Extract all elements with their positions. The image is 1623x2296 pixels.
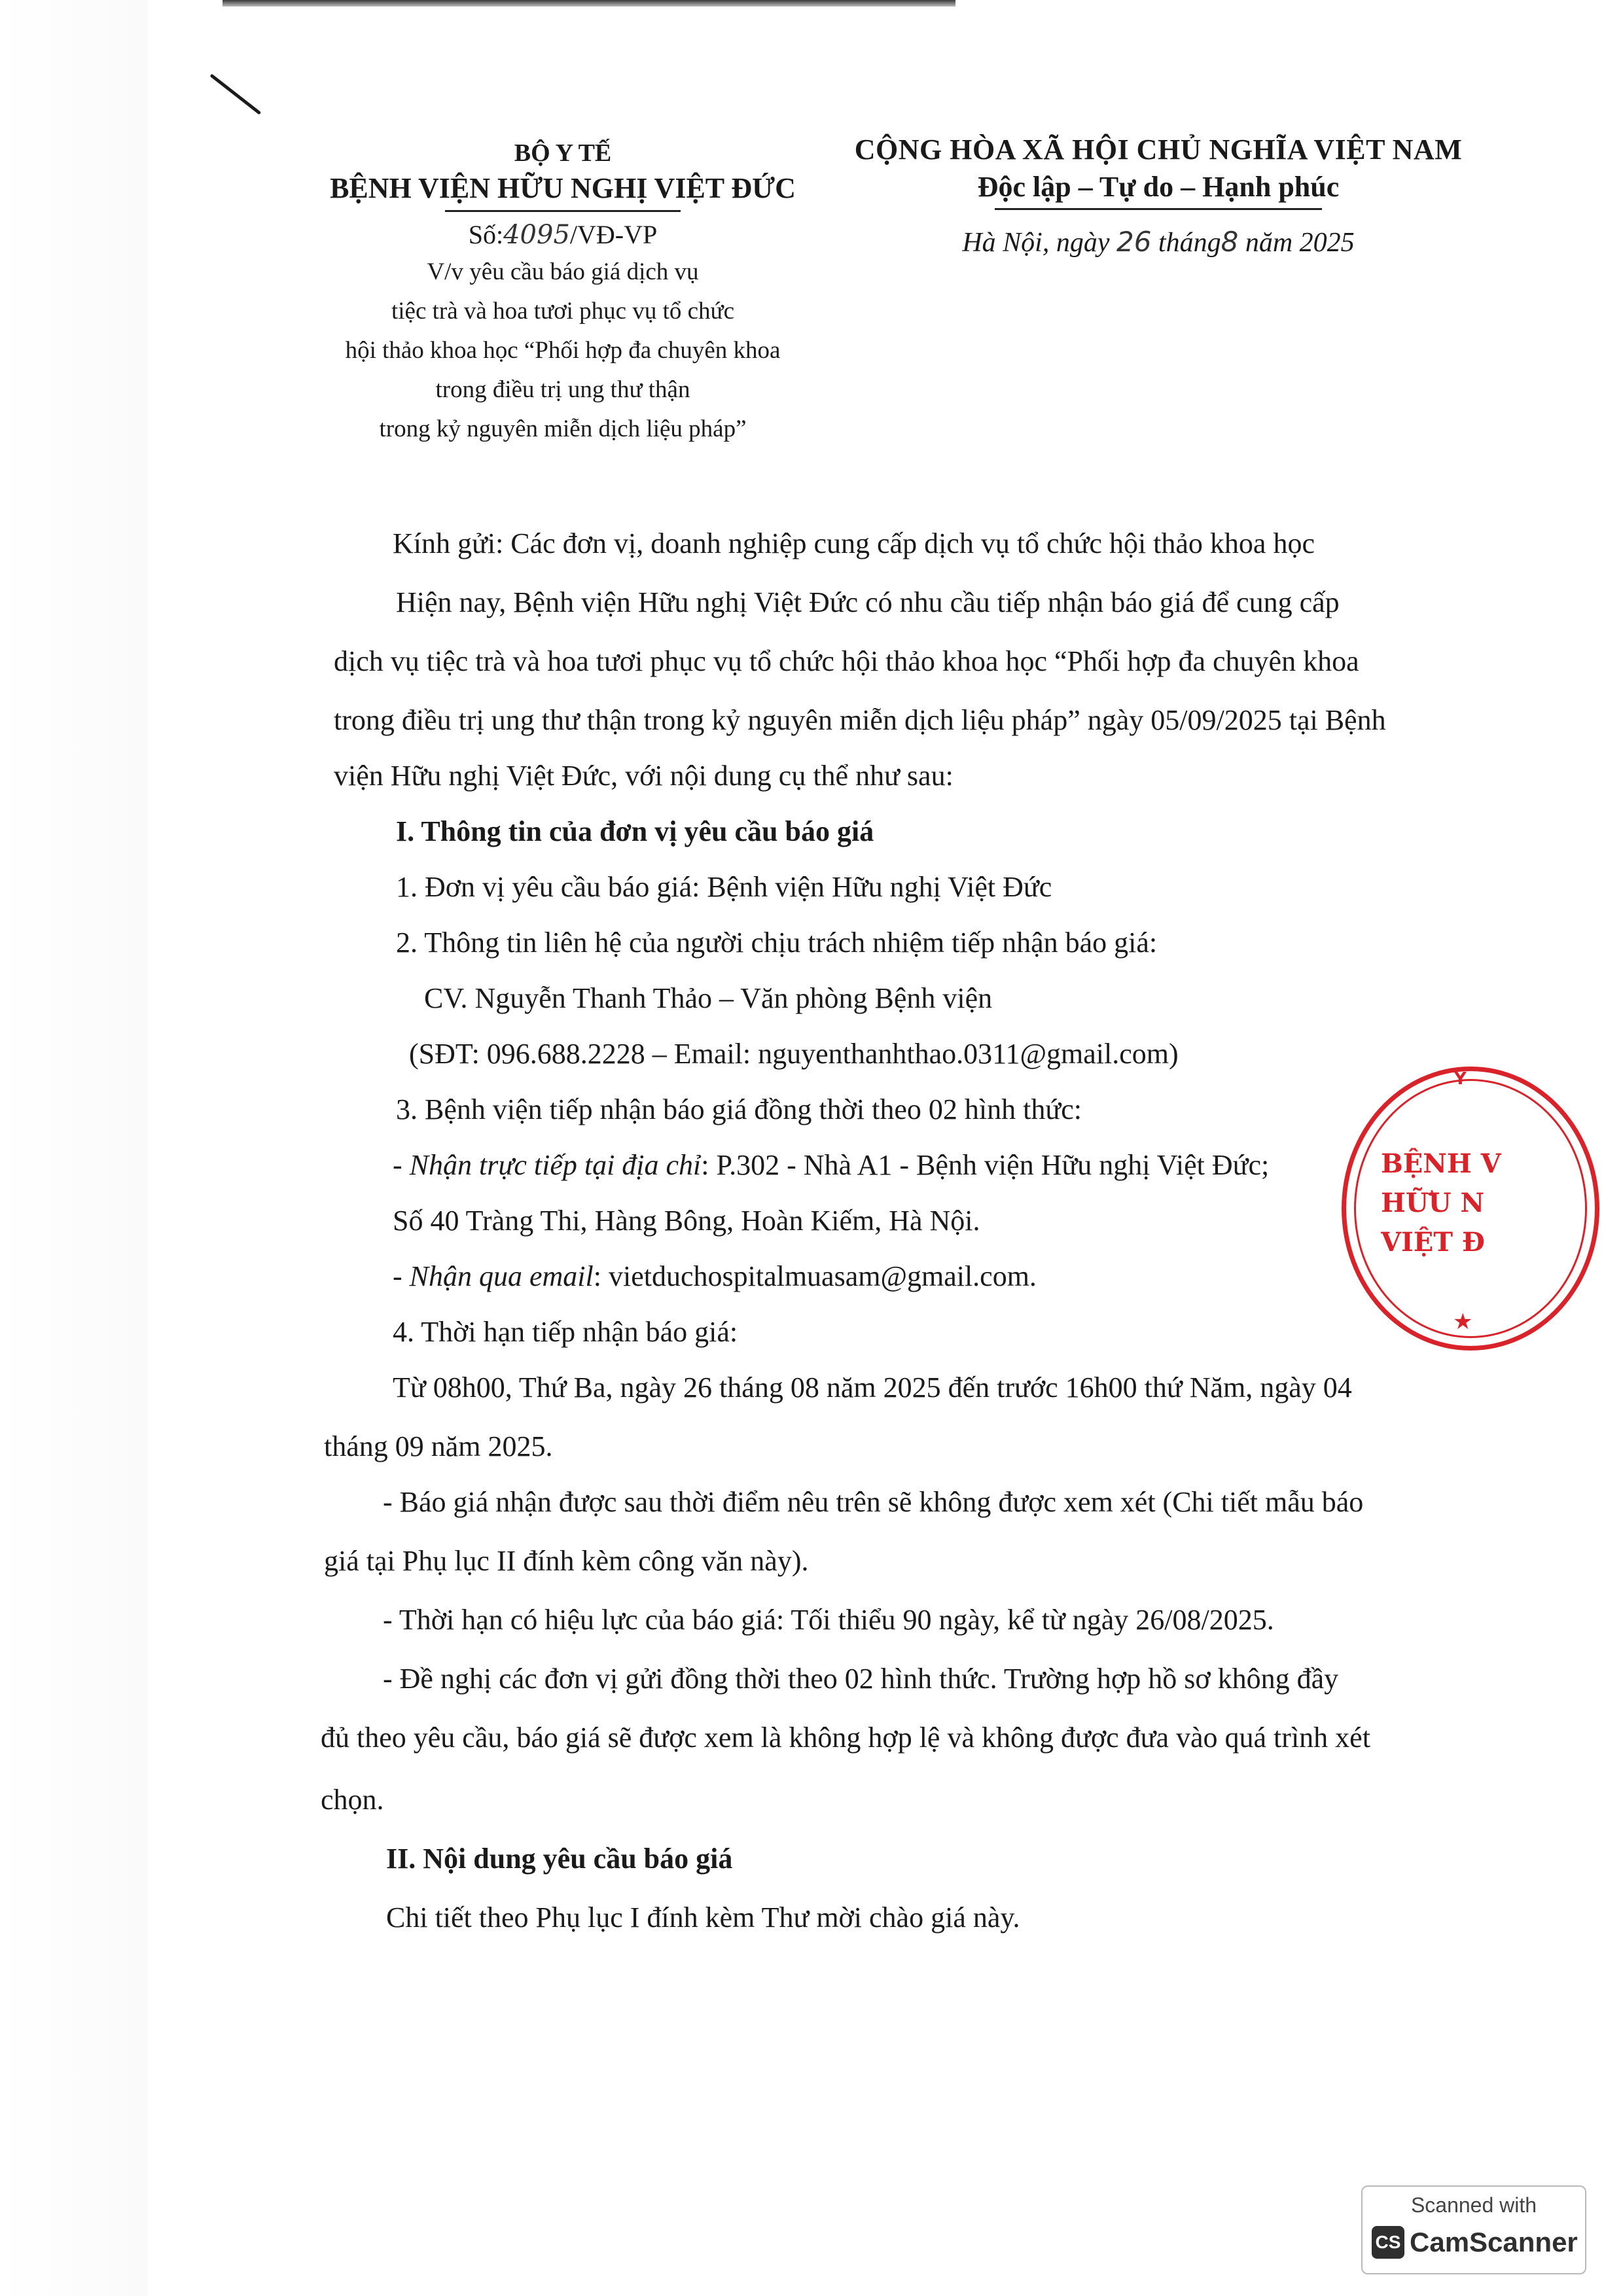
date-month-label: tháng (1158, 228, 1221, 258)
header-right (831, 131, 1486, 258)
dateline (831, 226, 1486, 258)
stamp-line-1: BỆNH V (1381, 1148, 1501, 1179)
direct-receipt-value: : P.302 - Nhà A1 - Bệnh viện Hữu nghị Việt Đức; (701, 1149, 1270, 1181)
section-1-title: I. Thông tin của đơn vị yêu cầu báo giá (396, 815, 874, 847)
camscanner-logo-icon: CS (1372, 2226, 1404, 2259)
note-1-line-1: - Báo giá nhận được sau thời điểm nêu trên sẽ không được xem xét (Chi tiết mẫu báo (383, 1486, 1364, 1518)
hospital-underline (445, 210, 681, 212)
address-line: Số 40 Tràng Thi, Hàng Bông, Hoàn Kiếm, Hà Nội. (393, 1205, 980, 1237)
hospital-name: BỆNH VIỆN HỮU NGHỊ VIỆT ĐỨC (330, 172, 796, 205)
header-left (281, 137, 844, 449)
scanned-with-label: Scanned with (1410, 2193, 1537, 2217)
note-3-line-3: chọn. (321, 1784, 384, 1816)
direct-receipt (393, 1148, 1269, 1183)
email-receipt-value: : vietduchospitalmuasam@gmail.com. (593, 1260, 1037, 1292)
intro-line-2: dịch vụ tiệc trà và hoa tươi phục vụ tổ chức hội thảo khoa học “Phối hợp đa chuyên khoa (334, 645, 1359, 677)
scan-top-shadow (223, 0, 955, 7)
motto-underline (995, 208, 1322, 210)
contact-name: CV. Nguyễn Thanh Thảo – Văn phòng Bệnh viện (424, 982, 993, 1014)
scan-margin (0, 0, 147, 2296)
doc-number-suffix: /VĐ-VP (569, 219, 658, 249)
date-place: Hà Nội, ngày (962, 228, 1110, 258)
intro-line-4: viện Hữu nghị Việt Đức, với nội dung cụ thể như sau: (334, 760, 954, 792)
camscanner-name: CamScanner (1410, 2227, 1578, 2257)
contact-phone-email: (SĐT: 096.688.2228 – Email: nguyenthanhthao.0311@gmail.com) (409, 1038, 1179, 1070)
subject-line-2: tiệc trà và hoa tươi phục vụ tổ chức (391, 297, 735, 325)
stamp-line-2: HỮU N (1381, 1188, 1485, 1218)
date-month-handwritten: 8 (1221, 226, 1239, 258)
note-3-line-1: - Đề nghị các đơn vị gửi đồng thời theo 02 hình thức. Trường hợp hồ sơ không đầy (383, 1663, 1339, 1695)
intro-line-1: Hiện nay, Bệnh viện Hữu nghị Việt Đức có nhu cầu tiếp nhận báo giá để cung cấp (396, 586, 1340, 618)
republic-title: CỘNG HÒA XÃ HỘI CHỦ NGHĨA VIỆT NAM (854, 133, 1463, 166)
intro-line-3: trong điều trị ung thư thận trong kỷ nguyên miễn dịch liệu pháp” ngày 05/09/2025 tại Bệnh (334, 704, 1386, 736)
note-2: - Thời hạn có hiệu lực của báo giá: Tối thiểu 90 ngày, kể từ ngày 26/08/2025. (383, 1604, 1274, 1636)
section-2-text: Chi tiết theo Phụ lục I đính kèm Thư mời chào giá này. (386, 1901, 1020, 1934)
subject-line-3: hội thảo khoa học “Phối hợp đa chuyên khoa (345, 336, 781, 364)
official-stamp (1335, 1047, 1501, 1361)
camscanner-badge (1361, 2185, 1586, 2274)
stamp-line-3: VIỆT Đ (1381, 1227, 1485, 1258)
handwritten-pen-mark (209, 74, 261, 115)
item-3: 3. Bệnh viện tiếp nhận báo giá đồng thời theo 02 hình thức: (396, 1093, 1082, 1125)
document-number (281, 217, 844, 253)
section-2-title: II. Nội dung yêu cầu báo giá (386, 1843, 733, 1875)
item-2: 2. Thông tin liên hệ của người chịu trách nhiệm tiếp nhận báo giá: (396, 927, 1158, 959)
email-receipt (393, 1260, 1037, 1294)
stamp-top-letter: Y (1454, 1069, 1467, 1089)
stamp-star-icon: ★ (1453, 1310, 1473, 1334)
date-year: năm 2025 (1245, 228, 1355, 258)
date-day-handwritten: 26 (1116, 226, 1152, 258)
doc-number-prefix: Số: (468, 219, 504, 249)
subject-line-1: V/v yêu cầu báo giá dịch vụ (427, 258, 699, 285)
deadline-line-1: Từ 08h00, Thứ Ba, ngày 26 tháng 08 năm 2025 đến trước 16h00 thứ Năm, ngày 04 (393, 1371, 1352, 1404)
doc-number-handwritten: 4095 (503, 219, 570, 250)
note-1-line-2: giá tại Phụ lục II đính kèm công văn này). (324, 1545, 809, 1577)
subject-line-4: trong điều trị ung thư thận (435, 376, 690, 403)
deadline-line-2: tháng 09 năm 2025. (324, 1430, 553, 1462)
direct-receipt-label: - Nhận trực tiếp tại địa chỉ (393, 1149, 702, 1181)
subject-line-5: trong kỷ nguyên miễn dịch liệu pháp” (379, 415, 747, 442)
item-1: 1. Đơn vị yêu cầu báo giá: Bệnh viện Hữu nghị Việt Đức (396, 871, 1052, 903)
ministry-name: BỘ Y TẾ (514, 139, 612, 167)
item-4: 4. Thời hạn tiếp nhận báo giá: (393, 1316, 738, 1348)
salutation: Kính gửi: Các đơn vị, doanh nghiệp cung cấp dịch vụ tổ chức hội thảo khoa học (393, 527, 1315, 559)
national-motto: Độc lập – Tự do – Hạnh phúc (977, 171, 1340, 203)
email-receipt-label: - Nhận qua email (393, 1260, 594, 1292)
note-3-line-2: đủ theo yêu cầu, báo giá sẽ được xem là không hợp lệ và không được đưa vào quá trình xét (321, 1722, 1370, 1754)
